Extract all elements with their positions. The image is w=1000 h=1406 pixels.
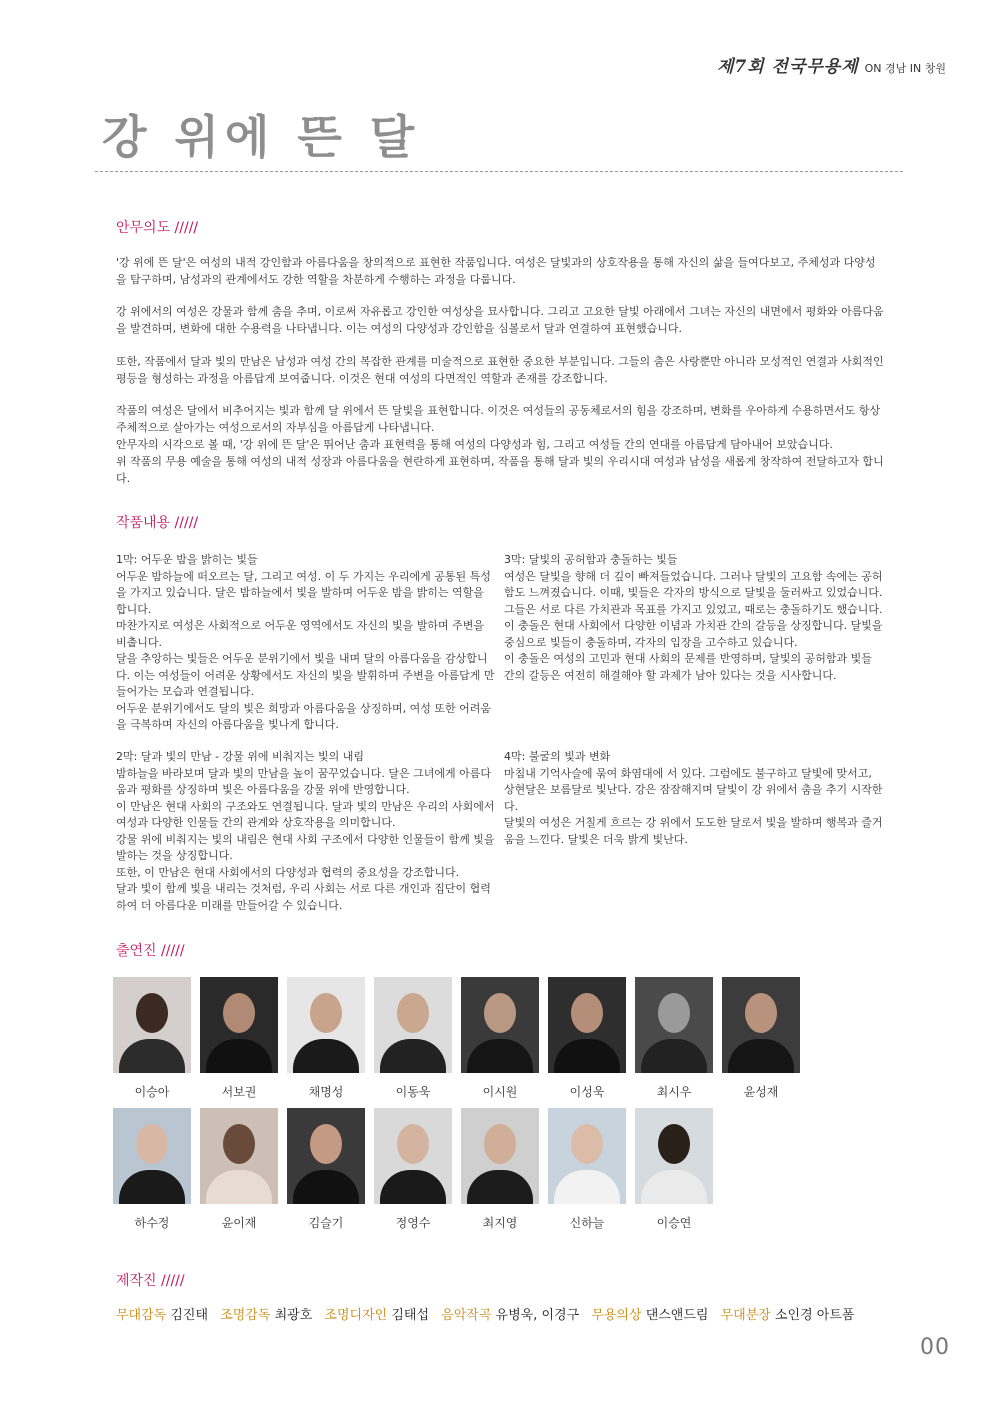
act-3-title: 3막: 달빛의 공허함과 충돌하는 빛들 <box>504 553 678 566</box>
staff-role: 무대감독 <box>116 1308 167 1323</box>
cast-name: 최지영 <box>482 1216 518 1230</box>
staff-role: 무대분장 <box>720 1308 771 1323</box>
content-heading: 작품내용 ///// <box>116 515 199 531</box>
cast-member <box>548 1108 626 1231</box>
act-3-text: 여성은 달빛을 향해 더 깊이 빠져들었습니다. 그러나 달빛의 고요함 속에는 공허함도 느껴졌습니다. 이때, 빛들은 각자의 방식으로 달빛을 둘러싸고 있었습니다. 그들은 서로 다른 가치관과 목표를 가지고 있었고, 때로는 충돌하기도 했습니다. 이 충돌은 현대 사회에서 다양한 이념과 가치관 간의 갈등을 상징합니다. 달빛을 중심으로 빛들이 충돌하며, 각자의 입장을 고수하고 있습니다. 이 충돌은 여성의 고민과 현대 사회의 문제를 반영하며, 달빛의 공허함과 빛들 간의 갈등은 여전히 해결해야 할 과제가 남아 있다는 것을 시사합니다. <box>504 569 883 682</box>
cast-member <box>287 1108 365 1231</box>
cast-photo <box>287 977 365 1073</box>
cast-photo <box>374 1108 452 1204</box>
staff-role: 무용의상 <box>591 1308 642 1323</box>
act-1-text: 어두운 밤하늘에 떠오르는 달, 그리고 여성. 이 두 가지는 우리에게 공통된 특성을 가지고 있습니다. 달은 밤하늘에서 빛을 발하며 어두운 밤을 밝히는 역할을 합니다. 마찬가지로 여성은 사회적으로 어두운 영역에서도 자신의 빛을 발하며 주변을 비춥니다. 달을 추앙하는 빛들은 어두운 분위기에서 빛을 내며 달의 아름다움을 감상합니다. 이는 여성들이 어려운 상황에서도 자신의 빛을 발휘하며 주변을 아름답게 만들어가는 모습과 연결됩니다. 어두운 분위기에서도 달의 빛은 희망과 아름다움을 상징하며, 여성 또한 어려움을 극복하며 자신의 아름다움을 빛나게 합니다. <box>116 569 495 731</box>
cast-name: 이승아 <box>134 1085 170 1099</box>
cast-name: 서보권 <box>221 1085 257 1099</box>
staff-list <box>116 1304 862 1323</box>
intent-paragraph-1: '강 위에 뜬 달'은 여성의 내적 강인함과 아름다움을 창의적으로 표현한 작품입니다. 여성은 달빛과의 상호작용을 통해 자신의 삶을 들여다보고, 주체성과 다양성을 탐구하며, 남성과의 관계에서도 강한 역할을 차분하게 수행하는 과정을 다룹니다. <box>116 256 876 286</box>
cast-heading: 출연진 ///// <box>116 943 185 959</box>
page-title: 강 위에 뜬 달 <box>102 110 421 164</box>
cast-photo <box>722 977 800 1073</box>
page-number: 00 <box>920 1335 950 1360</box>
staff-name: 댄스앤드림 <box>645 1308 709 1323</box>
cast-name: 김슬기 <box>308 1216 344 1230</box>
cast-photo <box>113 1108 191 1204</box>
cast-member <box>635 1108 713 1231</box>
cast-member <box>113 1108 191 1231</box>
intent-paragraph-2: 강 위에서의 여성은 강물과 함께 춤을 추며, 이로써 자유롭고 강인한 여성상을 묘사합니다. 그리고 고요한 달빛 아래에서 그녀는 자신의 내면에서 평화와 아름다움을 발견하며, 변화에 대한 수용력을 나타냅니다. 이는 여성의 다양성과 강인함을 심볼로서 달과 연결하여 표현했습니다. <box>116 305 884 335</box>
cast-name: 최시우 <box>656 1085 692 1099</box>
act-1 <box>116 552 496 734</box>
logo-main-text: 제7회 전국무용제 <box>716 57 859 77</box>
cast-photo <box>113 977 191 1073</box>
act-2 <box>116 749 496 914</box>
cast-member <box>635 977 713 1100</box>
cast-photo <box>548 1108 626 1204</box>
cast-member <box>722 977 800 1100</box>
cast-member <box>287 977 365 1100</box>
staff-name: 소인경 아트폼 <box>775 1308 855 1323</box>
cast-photo <box>461 1108 539 1204</box>
cast-name: 이시원 <box>482 1085 518 1099</box>
intent-paragraph-4: 작품의 여성은 달에서 비추어지는 빛과 함께 달 위에서 뜬 달빛을 표현합니다. 이것은 여성들의 공동체로서의 힘을 강조하며, 변화를 우아하게 수용하면서도 항상 주체적으로 살아가는 여성으로서의 자부심을 아름답게 나타냅니다. 안무자의 시각으로 볼 때, '강 위에 뜬 달'은 뛰어난 춤과 표현력을 통해 여성의 다양성과 힘, 그리고 여성들 간의 연대를 아름답게 담아내어 보았습니다. 위 작품의 무용 예술을 통해 여성의 내적 성장과 아름다움을 현란하게 표현하며, 작품을 통해 달과 빛의 우리시대 여성과 남성을 새롭게 창작하여 전달하고자 합니다. <box>116 404 884 485</box>
staff-name: 유병욱, 이경구 <box>495 1308 580 1323</box>
cast-name: 윤성재 <box>743 1085 779 1099</box>
cast-member <box>200 1108 278 1231</box>
cast-member <box>548 977 626 1100</box>
act-2-text: 밤하늘을 바라보며 달과 빛의 만남을 높이 꿈꾸었습니다. 달은 그녀에게 아름다움과 평화를 상징하며 빛은 아름다움을 강물 위에 반영합니다. 이 만남은 현대 사회의 구조와도 연결됩니다. 달과 빛의 만남은 우리의 사회에서 여성과 다양한 인물들 간의 관계와 상호작용을 의미합니다. 강물 위에 비춰지는 빛의 내림은 현대 사회 구조에서 다양한 인물들이 함께 빛을 발하는 것을 상징합니다. 또한, 이 만남은 현대 사회에서의 다양성과 협력의 중요성을 강조합니다. 달과 빛이 함께 빛을 내리는 것처럼, 우리 사회는 서로 다른 개인과 집단이 협력하여 더 아름다운 미래를 만들어갈 수 있습니다. <box>116 766 495 912</box>
act-1-title: 1막: 어두운 밤을 밝히는 빛들 <box>116 553 258 566</box>
cast-member <box>200 977 278 1100</box>
staff-name: 김태섭 <box>391 1308 430 1323</box>
cast-member <box>374 1108 452 1231</box>
cast-photo <box>200 977 278 1073</box>
cast-photo <box>287 1108 365 1204</box>
logo-sub-text: ON 경남 IN 창원 <box>864 62 946 75</box>
cast-name: 하수정 <box>134 1216 170 1230</box>
intent-heading: 안무의도 ///// <box>116 220 199 236</box>
cast-name: 윤이재 <box>221 1216 257 1230</box>
staff-role: 음악작곡 <box>441 1308 492 1323</box>
act-4-text: 마침내 기억사슬에 묶여 화염대에 서 있다. 그럼에도 불구하고 달빛에 맞서고, 상현달은 보름달로 빛난다. 강은 잠잠해지며 달빛이 강 위에서 춤을 추기 시작한다. 달빛의 여성은 거칠게 흐르는 강 위에서 도도한 달로서 빛을 발하며 행복과 즐거움을 느낀다. 달빛은 더욱 밝게 빛난다. <box>504 766 883 846</box>
cast-photo <box>635 1108 713 1204</box>
act-2-title: 2막: 달과 빛의 만남 - 강물 위에 비춰지는 빛의 내림 <box>116 750 365 763</box>
cast-name: 정영수 <box>395 1216 431 1230</box>
cast-photo <box>635 977 713 1073</box>
cast-member <box>461 977 539 1100</box>
staff-name: 김진태 <box>170 1308 209 1323</box>
cast-name: 이동욱 <box>395 1085 431 1099</box>
cast-photo <box>200 1108 278 1204</box>
act-4 <box>504 749 884 848</box>
cast-name: 신하늘 <box>569 1216 605 1230</box>
staff-role: 조명감독 <box>220 1308 271 1323</box>
cast-name: 이성욱 <box>569 1085 605 1099</box>
cast-member <box>113 977 191 1100</box>
dashed-divider <box>95 171 903 172</box>
cast-photo <box>374 977 452 1073</box>
intent-paragraph-3: 또한, 작품에서 달과 빛의 만남은 남성과 여성 간의 복잡한 관계를 미술적으로 표현한 중요한 부분입니다. 그들의 춤은 사랑뿐만 아니라 모성적인 연결과 사회적인 평등을 형성하는 과정을 아름답게 보여줍니다. 이것은 현대 여성의 다면적인 역할과 존재를 강조합니다. <box>116 355 884 385</box>
staff-role: 조명디자인 <box>324 1308 388 1323</box>
act-4-title: 4막: 불굴의 빛과 변화 <box>504 750 611 763</box>
cast-name: 이승연 <box>656 1216 692 1230</box>
cast-member <box>461 1108 539 1231</box>
act-3 <box>504 552 884 684</box>
cast-name: 채명성 <box>308 1085 344 1099</box>
cast-photo <box>548 977 626 1073</box>
staff-heading: 제작진 ///// <box>116 1273 185 1289</box>
staff-name: 최광호 <box>274 1308 313 1323</box>
cast-member <box>374 977 452 1100</box>
festival-logo <box>717 52 946 77</box>
cast-photo <box>461 977 539 1073</box>
